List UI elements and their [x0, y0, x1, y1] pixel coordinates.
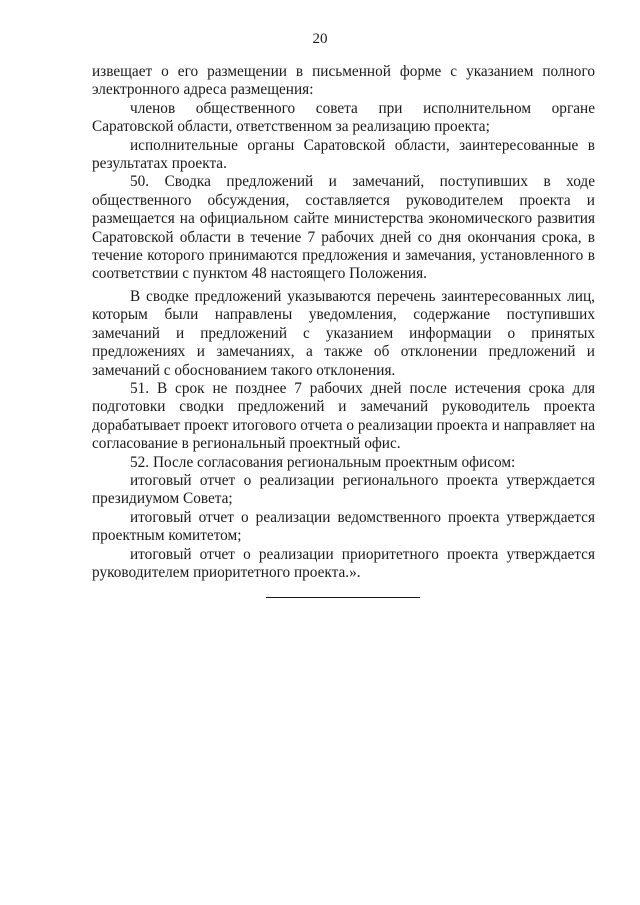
document-body — [92, 63, 595, 582]
list-item-public-council: членов общественного совета при исполнительном органе Саратовской области, ответственном за реализацию проекта; — [92, 99, 595, 136]
list-item-priority-project: итоговый отчет о реализации приоритетного проекта утверждается руководителем приоритетного проекта.». — [92, 545, 595, 581]
closing-divider-line — [266, 597, 420, 598]
list-item-departmental-project: итоговый отчет о реализации ведомственного проекта утверждается проектным комитетом; — [92, 508, 595, 545]
list-item-regional-project: итоговый отчет о реализации регионального проекта утверждается президиумом Совета; — [92, 471, 595, 508]
clause-52: 52. После согласования региональным проектным офисом: — [130, 453, 516, 471]
list-item-executive-bodies: исполнительные органы Саратовской области, заинтересованные в результатах проекта. — [92, 136, 595, 173]
clause-51: 51. В срок не позднее 7 рабочих дней после истечения срока для подготовки сводки предложений и замечаний руководитель проекта дорабатывает проект итогового отчета о реализации проекта и направляет на согласование в региональный проектный офис. — [92, 379, 596, 453]
page-number: 20 — [312, 31, 328, 47]
paragraph-continuation: извещает о его размещении в письменной форме с указанием полного электронного адреса размещения: — [92, 63, 595, 99]
paragraph-summary-contents: В сводке предложений указываются перечень заинтересованных лиц, которым были направлены уведомления, содержание поступивших замечаний и предложений с указанием информации о принятых предложениях и замечаниях, а также об отклонении предложений и замечаний с обоснованием такого отклонения. — [92, 287, 595, 379]
clause-50: 50. Сводка предложений и замечаний, поступивших в ходе общественного обсуждения, составляется руководителем проекта и размещается на официальном сайте министерства экономического развития Саратовской области в течение 7 рабочих дней со дня окончания срока, в течение которого принимаются предложения и замечания, установленного в соответствии с пунктом 48 настоящего Положения. — [92, 173, 595, 283]
